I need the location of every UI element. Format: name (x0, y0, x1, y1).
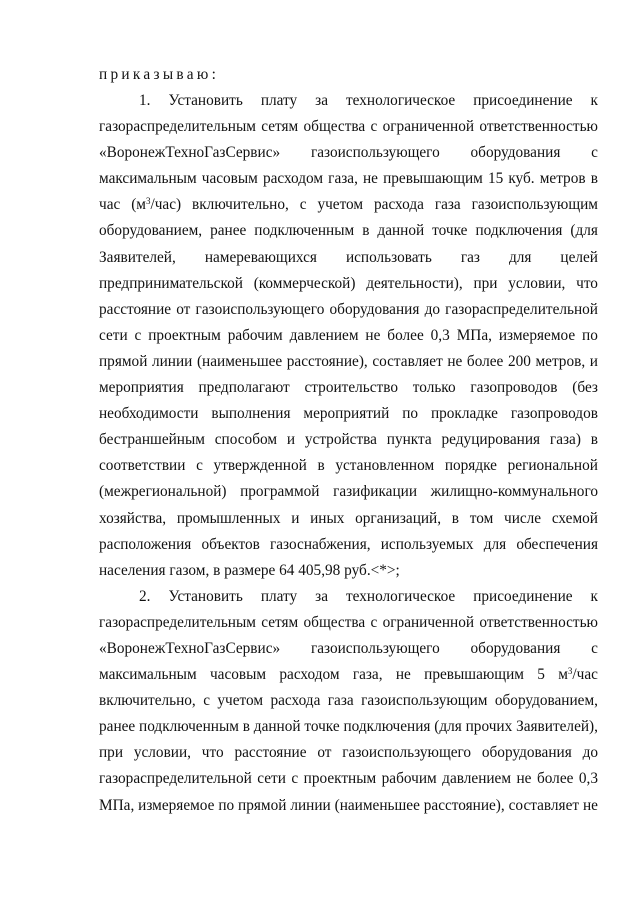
word: обеспечения (516, 535, 598, 553)
word: том (469, 509, 494, 527)
word: Установить (168, 92, 243, 109)
word: по (218, 796, 235, 814)
word: Установить (168, 587, 243, 605)
document-heading: приказываю: (99, 66, 220, 83)
word: газоиспользующим (471, 196, 598, 214)
word: линии (290, 796, 331, 814)
text-line (99, 688, 598, 714)
text-segment: населения газом, в размере 64 405,98 руб.<*>; (99, 561, 400, 579)
word: мероприятия (99, 379, 184, 397)
word: региональной (507, 457, 598, 475)
word: ограниченной (382, 118, 475, 136)
word: газоиспользующего (342, 744, 472, 762)
word: ограниченной (382, 613, 475, 631)
word: час (99, 196, 121, 214)
word: не (365, 326, 381, 344)
word: «ВоронежТехноГазСервис» (99, 639, 281, 657)
word: газа) (549, 431, 581, 449)
word: газоиспользующего (195, 300, 325, 318)
word: (наименьшее (334, 796, 420, 814)
word: расстояние), (286, 352, 368, 370)
word: ответственностью (479, 118, 598, 136)
word: газификации (333, 483, 418, 501)
word: прокладке (430, 405, 498, 423)
text-line (99, 636, 598, 662)
text-line (99, 453, 598, 479)
word: куб. (508, 170, 535, 188)
text-line (99, 584, 598, 610)
word: (коммерческой) (253, 274, 356, 292)
word: с (291, 770, 299, 788)
word: составляет (372, 352, 443, 370)
word: газораспределительной (99, 770, 252, 788)
word: деятельности), (366, 274, 463, 292)
word: присоединение (473, 92, 573, 109)
word: оборудования (470, 144, 561, 162)
text-line (99, 166, 598, 192)
word: оборудования (481, 744, 572, 762)
word: числе (504, 509, 542, 527)
text-line (99, 558, 598, 584)
word: предполагают (198, 379, 290, 397)
word: для (483, 535, 507, 553)
word: ранее (210, 222, 247, 240)
word: с (591, 639, 598, 657)
text-line (99, 297, 598, 323)
word: выполнения (211, 405, 291, 423)
word: 5 (537, 666, 545, 684)
word: не (582, 796, 598, 814)
word: 1. (139, 92, 151, 109)
word: намеревающихся (204, 248, 317, 266)
word: данной (377, 222, 425, 240)
word: газоснабжения, (269, 535, 371, 553)
word: газораспределительным (99, 118, 256, 136)
word: газопроводов (470, 379, 558, 397)
text-line (99, 88, 598, 114)
word: сетям (261, 118, 299, 136)
word: газоиспользующего (310, 639, 440, 657)
word: в (590, 431, 598, 449)
word: МПа, (456, 326, 492, 344)
word: оборудованием, (494, 692, 598, 710)
word: более (387, 326, 424, 344)
text-line (99, 349, 598, 375)
word: давлением (442, 770, 512, 788)
document-body (99, 88, 598, 819)
word: с (591, 144, 598, 162)
word: от (176, 300, 191, 318)
word: за (315, 587, 328, 605)
word: хозяйства, (99, 509, 167, 527)
word: измеряемое (138, 796, 215, 814)
word: установленном (335, 457, 435, 475)
word: прочих (465, 718, 513, 736)
word: предпринимательской (99, 274, 243, 292)
word: 15 (487, 170, 504, 188)
word: в (242, 718, 250, 736)
word: с (370, 118, 378, 136)
word: 2. (139, 587, 151, 605)
text-line (99, 114, 598, 140)
word: жилищно-коммунального (430, 483, 598, 501)
word: программой (240, 483, 320, 501)
word: (без (572, 379, 598, 397)
word: целей (560, 248, 598, 266)
word: расположения (99, 535, 192, 553)
text-line (99, 766, 598, 792)
word: иных (310, 509, 345, 527)
word: $м^3$/час (558, 666, 598, 684)
word: схемой (551, 509, 598, 527)
word: используемых (380, 535, 474, 553)
word: для (508, 248, 532, 266)
word: организаций, (355, 509, 442, 527)
word: не (516, 770, 532, 788)
word: часовым (209, 666, 267, 684)
word: плату (260, 587, 298, 605)
word: (наименьшее (196, 352, 283, 370)
word: газа (434, 196, 461, 214)
word: что (576, 274, 598, 292)
word: учетом (317, 196, 364, 214)
word: расстояние), (423, 796, 505, 814)
word: давлением (289, 326, 359, 344)
word: не (395, 666, 411, 684)
word: с (196, 457, 203, 475)
word: при (473, 274, 498, 292)
text-line (99, 427, 598, 453)
word: более (536, 770, 574, 788)
text-line (99, 218, 598, 244)
word: расстояние (234, 744, 307, 762)
word: по (582, 326, 598, 344)
word: газ (460, 248, 480, 266)
word: прямой (238, 796, 287, 814)
word: МПа, (99, 796, 135, 814)
word: расстояние (99, 300, 172, 318)
word: и (291, 509, 300, 527)
word: необходимости (99, 405, 199, 423)
word: линии (151, 352, 193, 370)
word: и (286, 431, 296, 449)
word: газораспределительной (445, 300, 598, 318)
word: оборудованием, (99, 222, 203, 240)
word: расходом (262, 170, 324, 188)
word: учетом (217, 692, 264, 710)
word: $(м^3/час)$ (131, 196, 182, 214)
word: подключения (475, 222, 563, 240)
word: 0,3 (578, 770, 598, 788)
text-line (99, 271, 598, 297)
word: с (134, 326, 142, 344)
word: объектов (201, 535, 260, 553)
word: 0,3 (430, 326, 450, 344)
word: проектным (303, 770, 377, 788)
word: ответственностью (479, 613, 598, 631)
word: Заявителей), (516, 718, 598, 736)
word: мероприятий (303, 405, 390, 423)
word: газораспределительным (99, 613, 256, 631)
word: сети (99, 326, 128, 344)
word: «ВоронежТехноГазСервис» (99, 144, 281, 162)
word: включительно, (99, 692, 196, 710)
text-line (99, 245, 598, 271)
word: рабочим (227, 326, 283, 344)
word: максимальным (99, 170, 197, 188)
text-line (99, 532, 598, 558)
word: проектным (148, 326, 221, 344)
word: подключенным (139, 718, 239, 736)
text-line (99, 479, 598, 505)
word: точке (432, 222, 468, 240)
word: до (424, 300, 440, 318)
text-line (99, 610, 598, 636)
text-line (99, 506, 598, 532)
word: технологическое (345, 587, 456, 605)
text-line (99, 793, 598, 819)
word: общества (303, 613, 366, 631)
word: к (590, 587, 598, 605)
word: 200 (507, 352, 531, 370)
word: прямой (99, 352, 148, 370)
word: бестраншейным (99, 431, 205, 449)
word: не (363, 170, 378, 188)
word: технологическое (345, 92, 456, 109)
word: использовать (345, 248, 432, 266)
text-line (99, 375, 598, 401)
word: подключенным (254, 222, 355, 240)
text-line (99, 323, 598, 349)
word: превышающим (424, 666, 524, 684)
text-line (99, 192, 598, 218)
word: (для (570, 222, 598, 240)
word: часовым (201, 170, 258, 188)
word: данной (253, 718, 301, 736)
word: расхода (270, 692, 321, 710)
text-line (99, 714, 598, 740)
word: газа, (352, 666, 383, 684)
word: редуцирования (441, 431, 541, 449)
word: с (299, 196, 307, 214)
word: точке (304, 718, 340, 736)
text-line (99, 401, 598, 427)
word: только (412, 379, 456, 397)
text-line (99, 140, 598, 166)
text-line (99, 740, 598, 766)
word: и (589, 352, 598, 370)
word: рабочим (381, 770, 437, 788)
word: измеряемое (498, 326, 576, 344)
word: в (451, 509, 460, 527)
word: в (362, 222, 370, 240)
word: с (370, 613, 378, 631)
word: оборудования (470, 639, 561, 657)
word: общества (303, 118, 366, 136)
paragraph-2 (99, 584, 598, 819)
word: (межрегиональной) (99, 483, 227, 501)
word: пункта (386, 431, 432, 449)
word: с (203, 692, 210, 710)
word: сетям (261, 613, 299, 631)
word: газа, (328, 170, 358, 188)
word: подключения (343, 718, 431, 736)
word: сети (257, 770, 286, 788)
word: составляет (508, 796, 580, 814)
word: устройства (304, 431, 377, 449)
word: оборудования (329, 300, 420, 318)
word: соответствии (99, 457, 186, 475)
word: (для (434, 718, 462, 736)
word: присоединение (473, 587, 573, 605)
paragraph-1 (99, 88, 598, 584)
word: газоиспользующего (310, 144, 440, 162)
text-line (99, 662, 598, 688)
word: за (315, 92, 328, 109)
word: метров, (535, 352, 586, 370)
word: газоиспользующим (361, 692, 488, 710)
word: в (317, 457, 325, 475)
word: при (99, 744, 124, 762)
word: расхода (374, 196, 424, 214)
word: включительно, (192, 196, 289, 214)
word: что (201, 744, 224, 762)
word: ранее (99, 718, 136, 736)
word: максимальным (99, 666, 197, 684)
word: более (466, 352, 504, 370)
word: превышающим (383, 170, 483, 188)
word: строительство (304, 379, 398, 397)
word: к (590, 92, 598, 109)
word: метров (539, 170, 586, 188)
word: по (402, 405, 419, 423)
word: газа (327, 692, 354, 710)
word: Заявителей, (99, 248, 176, 266)
word: газопроводов (510, 405, 598, 423)
word: плату (260, 92, 298, 109)
word: не (447, 352, 463, 370)
word: в (590, 170, 598, 188)
word: расходом (279, 666, 340, 684)
word: промышленных (176, 509, 281, 527)
word: порядке (444, 457, 497, 475)
word: от (317, 744, 332, 762)
word: утвержденной (213, 457, 307, 475)
word: до (582, 744, 598, 762)
word: условии, (133, 744, 191, 762)
word: способом (214, 431, 278, 449)
word: условии, (508, 274, 566, 292)
